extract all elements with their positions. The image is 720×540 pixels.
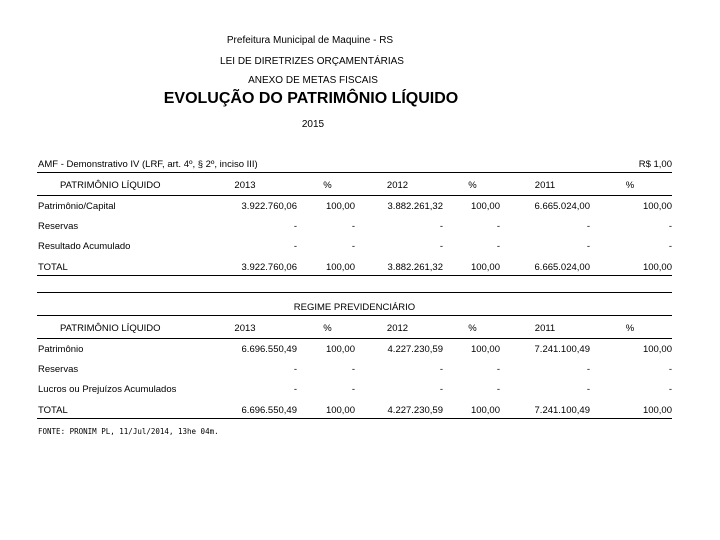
- year-header: 2015: [301, 119, 325, 130]
- column-header: 2011: [534, 323, 556, 334]
- column-header: 2012: [386, 323, 409, 334]
- divider: [37, 292, 672, 293]
- divider: [37, 195, 672, 196]
- table-cell: -: [351, 241, 355, 252]
- column-header: %: [323, 323, 332, 334]
- table-cell: -: [439, 221, 443, 232]
- table-cell: 100,00: [642, 405, 672, 416]
- footer-source: FONTE: PRONIM PL, 11/Jul/2014, 13he 04m.: [38, 427, 219, 436]
- table-cell: -: [293, 384, 297, 395]
- table-cell: 6.665.024,00: [534, 262, 590, 273]
- table-cell: -: [293, 221, 297, 232]
- table-cell: -: [668, 241, 672, 252]
- table-cell: 100,00: [470, 201, 500, 212]
- column-header: PATRIMÔNIO LÍQUIDO: [60, 323, 161, 334]
- column-header: %: [625, 180, 635, 191]
- currency-label: R$ 1,00: [638, 159, 672, 170]
- column-header: %: [468, 323, 477, 334]
- table-cell: 7.241.100,49: [534, 405, 590, 416]
- column-header: 2011: [534, 180, 556, 191]
- table-cell: 100,00: [642, 344, 672, 355]
- row-label: Patrimônio/Capital: [38, 201, 116, 212]
- table-cell: -: [586, 384, 590, 395]
- table-cell: 100,00: [325, 262, 355, 273]
- table-cell: 4.227.230,59: [387, 405, 443, 416]
- row-label: Reservas: [38, 364, 79, 375]
- table-cell: 100,00: [470, 405, 500, 416]
- table-cell: -: [439, 241, 443, 252]
- divider: [37, 172, 672, 173]
- table-cell: 100,00: [325, 201, 355, 212]
- page-title: EVOLUÇÃO DO PATRIMÔNIO LÍQUIDO: [163, 90, 459, 107]
- row-label: Patrimônio: [38, 344, 84, 355]
- column-header: %: [625, 323, 635, 334]
- table-cell: 100,00: [325, 344, 355, 355]
- table-cell: 3.882.261,32: [387, 201, 443, 212]
- table-cell: -: [668, 384, 672, 395]
- table-cell: -: [668, 221, 672, 232]
- table-cell: 7.241.100,49: [534, 344, 590, 355]
- row-label: Resultado Acumulado: [38, 241, 131, 252]
- divider: [37, 275, 672, 276]
- table-cell: -: [351, 364, 355, 375]
- table-cell: 100,00: [642, 262, 672, 273]
- divider: [37, 338, 672, 339]
- table-cell: -: [293, 364, 297, 375]
- table-cell: -: [496, 221, 500, 232]
- table-cell: 100,00: [470, 344, 500, 355]
- law-header: LEI DE DIRETRIZES ORÇAMENTÁRIAS: [220, 56, 404, 67]
- table-cell: 3.922.760,06: [241, 201, 297, 212]
- table-cell: 3.922.760,06: [241, 262, 297, 273]
- column-header: PATRIMÔNIO LÍQUIDO: [60, 180, 161, 191]
- table-cell: 6.665.024,00: [534, 201, 590, 212]
- table-cell: -: [586, 364, 590, 375]
- row-label: TOTAL: [38, 405, 68, 416]
- table-cell: -: [496, 384, 500, 395]
- municipality-header: Prefeitura Municipal de Maquine - RS: [226, 35, 394, 46]
- table-cell: 100,00: [642, 201, 672, 212]
- table-cell: 100,00: [470, 262, 500, 273]
- divider: [37, 315, 672, 316]
- table-cell: -: [293, 241, 297, 252]
- demonstrativo-label: AMF - Demonstrativo IV (LRF, art. 4º, § 2º, inciso III): [38, 159, 258, 170]
- table-cell: -: [586, 241, 590, 252]
- row-label: Lucros ou Prejuízos Acumulados: [38, 384, 177, 395]
- column-header: 2013: [234, 323, 256, 334]
- table-cell: 6.696.550,49: [241, 405, 297, 416]
- table-cell: -: [586, 221, 590, 232]
- table-cell: -: [439, 384, 443, 395]
- row-label: Reservas: [38, 221, 79, 232]
- column-header: %: [323, 180, 332, 191]
- table-cell: -: [496, 241, 500, 252]
- column-header: %: [468, 180, 477, 191]
- table-cell: 3.882.261,32: [387, 262, 443, 273]
- row-label: TOTAL: [38, 262, 68, 273]
- column-header: 2013: [234, 180, 256, 191]
- table-cell: -: [351, 384, 355, 395]
- table-cell: 100,00: [325, 405, 355, 416]
- table-cell: -: [496, 364, 500, 375]
- column-header: 2012: [386, 180, 409, 191]
- table-cell: -: [668, 364, 672, 375]
- table-cell: 6.696.550,49: [241, 344, 297, 355]
- table-cell: -: [439, 364, 443, 375]
- table-cell: -: [351, 221, 355, 232]
- annex-header: ANEXO DE METAS FISCAIS: [248, 75, 378, 86]
- table-cell: 4.227.230,59: [387, 344, 443, 355]
- divider: [37, 418, 672, 419]
- section-title-regime: REGIME PREVIDENCIÁRIO: [293, 302, 416, 313]
